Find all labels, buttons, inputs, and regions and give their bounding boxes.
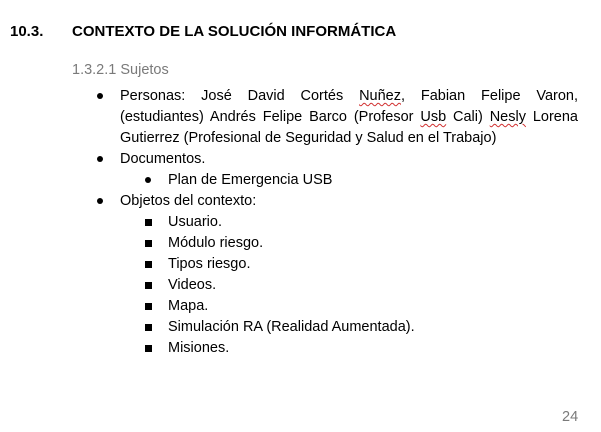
- objeto-text: Videos.: [168, 277, 217, 293]
- list-item-objeto: [0, 275, 601, 296]
- personas-text-segment: Personas: José David Cortés: [120, 88, 360, 104]
- bullet-square-icon: [145, 345, 152, 352]
- personas-text: [120, 86, 578, 149]
- list-item-objeto: [0, 212, 601, 233]
- spellcheck-word: Usb: [420, 109, 447, 125]
- objeto-text: Módulo riesgo.: [168, 235, 264, 251]
- objeto-text: Misiones.: [168, 340, 230, 356]
- spellcheck-word: Nesly: [489, 109, 526, 125]
- page-number: 24: [562, 409, 579, 425]
- list-item-documento: [0, 170, 601, 191]
- section-number: 10.3.: [10, 23, 44, 40]
- list-item-objeto: [0, 338, 601, 359]
- list-item-objeto: [0, 254, 601, 275]
- personas-text-segment: Cali): [446, 109, 490, 125]
- personas-text-segment: Lorena Gutierrez (Profesional de Seguridad y Salud en el Trabajo): [120, 109, 578, 146]
- bullet-disc-icon: [97, 156, 103, 162]
- list-item-objeto: [0, 317, 601, 338]
- personas-text-segment: , Fabian Felipe Varon, (estudiantes) Andrés Felipe Barco (Profesor: [120, 88, 579, 125]
- section-title: CONTEXTO DE LA SOLUCIÓN INFORMÁTICA: [72, 23, 397, 40]
- subsection-heading: 1.3.2.1 Sujetos: [72, 62, 169, 78]
- bullet-square-icon: [145, 261, 152, 268]
- list-item-documentos: [0, 149, 601, 170]
- section-heading: [10, 23, 396, 40]
- list-item-objeto: [0, 233, 601, 254]
- objeto-text: Usuario.: [168, 214, 222, 230]
- bullet-square-icon: [145, 240, 152, 247]
- bullet-square-icon: [145, 303, 152, 310]
- bullet-disc-icon: [97, 93, 103, 99]
- bullet-square-icon: [145, 324, 152, 331]
- subjects-list: [0, 86, 601, 359]
- bullet-disc-icon: [145, 177, 151, 183]
- documento-text: Plan de Emergencia USB: [168, 172, 333, 188]
- objeto-text: Mapa.: [168, 298, 209, 314]
- spellcheck-word: Nuñez: [359, 88, 401, 104]
- bullet-square-icon: [145, 282, 152, 289]
- bullet-square-icon: [145, 219, 152, 226]
- list-item-objetos: [0, 191, 601, 212]
- bullet-disc-icon: [97, 198, 103, 204]
- objeto-text: Simulación RA (Realidad Aumentada).: [168, 319, 415, 335]
- list-item-objeto: [0, 296, 601, 317]
- documentos-label: Documentos.: [120, 151, 206, 167]
- list-item-personas: [0, 86, 601, 149]
- objeto-text: Tipos riesgo.: [168, 256, 251, 272]
- objetos-label: Objetos del contexto:: [120, 193, 257, 209]
